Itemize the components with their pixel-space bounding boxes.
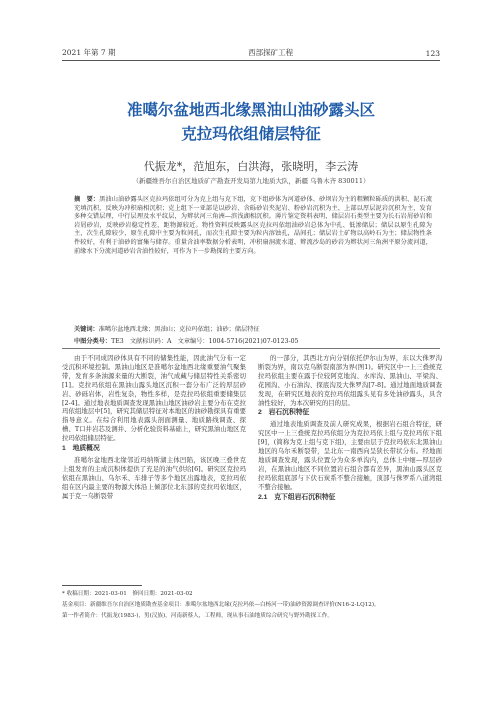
section-heading-2-1: 2.1 克下组岩石沉积特征 (258, 493, 336, 501)
footnote-fund: 基金项目：新疆维吾尔自治区地质勘查基金项目：准噶尔盆地西北缘(克拉玛依—白杨河一带)油砂资源调查评价(N16-2-LQ12)。 (62, 602, 380, 608)
keywords-text: 准噶尔盆地西北缘；黑油山；克拉玛依组；油砂；储层特征 (98, 326, 260, 333)
classification (74, 336, 432, 345)
abstract-label: 摘 要： (74, 196, 100, 203)
footnote-received: * 收稿日期：2021-03-01 修回日期：2021-03-02 (62, 591, 193, 597)
classification-label: 中图分类号： (74, 338, 112, 345)
abstract (74, 196, 432, 256)
geology-paragraph-cont: 的一部分，其西北方向分别依托伊尔山为界，东以大侏罗沟断裂为界，南以克乌断裂南部为界(图1)。研究区中一上三叠统克拉玛依组主要在露于位较阿克地沟、水库沟、黑油山、平梁沟、花园沟、小石油沟、探底沟及大侏罗沟[7-8]。通过地面地质调查发现，在研究区地表的克拉玛依组露头见有多处油砂露头，具含油性较好，为本次研究的目的层。 (258, 354, 442, 407)
body-column-right (258, 354, 442, 505)
paper-title-line-2: 克拉玛依组储层特征 (181, 126, 321, 143)
affiliation: （新疆维吾尔自治区地质矿产勘查开发局第九地质大队，新疆 乌鲁木齐 830011） (132, 177, 370, 185)
running-header (62, 44, 440, 58)
author-list: 代振龙*，范旭东，白洪海，张晓明，李云涛 (143, 160, 359, 173)
footnote-rule (62, 585, 142, 586)
intro-paragraph: 由于不同成因砂体具有不同的储集性能，因此油气分布一定受沉积环境控制。黑油山地区是准噶尔盆地西北缘重要油气聚集带，发育多条油源来量的大断裂，油气成藏与储层特性关系密切[1]。克拉玛依组在黑油山露头地区沉积一套分布广泛的厚层砂岩、砂砾岩体，岩性复杂，物性多样，是克拉玛依组重要储集层[2-4]。通过地表地质调查发现黑油山地区油砂岩主要分布在克拉玛依组地层中[5]，研究其储层特征对本地区的油砂勘探具有重要指导意义。在综合利用地表露头剖面测量、地质路线调查、探槽、T口井岩芯及测井、分析化验资料基础上，研究黑油山地区克拉玛依组储层特征。 (62, 354, 246, 443)
classification-text: TE3 文献标识码：A 文章编号：1004-5716(2021)07-0123-05 (111, 338, 299, 345)
keywords (74, 324, 432, 333)
section-heading-1: 1 地质概况 (62, 445, 100, 453)
geology-paragraph: 准噶尔盆地西北缘邻近玛纳斯湖主体凹陷，该区晚三叠世克上组发育的主成沉积体提供了充足的油气供给[6]。研究区克拉玛依组在黑油山、乌尔禾、车排子等多个地区出露地表，克拉玛依组在区内最主要的物源大体沿上倾部位北东部的克拉玛依地区，属于克一乌断裂带 (62, 455, 246, 500)
header-rule (62, 60, 440, 61)
paper-title-line-1: 准噶尔盆地西北缘黑油山油砂露头区 (126, 102, 375, 119)
abstract-text: 黑油山油砂露头区克拉玛依组可分为克上组与克下组，克下组砂体为河道砂体、砂坝岩为主的粗颗粒砾质的洪积、泥石流充填沉积，反映为冲积扇相沉积；克上组下一亚部是以砂岩、含砾砂岩夹泥岩、粉砂岩沉积为主，上部以厚层泥岩沉积为主，发育多种交错层理，中行层理及水平纹层，为辫状河三角洲—滨浅湖相沉积。薄片鉴定资料表明，储层岩石类型主要为长石岩屑砂岩和岩屑砂岩，反映砂岩稳定性差，距物源较近。物性资料反映露头区克拉玛依组油砂岩总体为中孔、低渗储层；储层以原生孔隙为主，次生孔隙较少，原生孔隙中主要为粒间孔，而次生孔隙主要为粒内溶蚀孔，晶间孔；储层岩土矿物以高岭石为主；储层物性条件较好，有利于油砂的富集与储存。重量含油率数据分析表明，冲积扇洞流水道、辫流沙岛的砂岩为辫状河三角洲平原分流河道，前缘水下分流河道砂岩含油性较好，可作为下一步勘探的主要方向。 (74, 196, 433, 255)
abstract-divider (62, 348, 440, 349)
section-heading-2: 2 岩石沉积特征 (258, 409, 310, 417)
issue-label: 2021 年第 7 期 (62, 48, 116, 57)
footnote-author: 第一作者简介：代振龙(1983-)，男(汉族)，河南新蔡人，工程师，现从事石油地质综合研究与野外勘探工作。 (62, 613, 333, 619)
body-column-left (62, 354, 246, 501)
journal-name: 西部探矿工程 (248, 48, 294, 57)
rock-paragraph: 通过地表地质调查及前人研究成果，根据岩石组合特征，研究区中一上三叠统克拉玛依组分为克拉玛依上组与克拉玛依下组[9]，(简称为克上组与克下组)，主要由层于克拉玛依东北黑油山地区的乌尔禾断裂带，呈北东一南西向呈狭长带状分布。经地面地质调查发现，露头位置分为众多单沟内，总体上中细—厚层砂岩，在黑油山地区不同位置岩石组合都有差异，黑油山露头区克拉玛依组底部与下伏石炭系不整合接触，顶部与侏罗系八道湾组不整合接触。 (258, 420, 442, 491)
keywords-label: 关键词： (74, 326, 99, 333)
page-number: 123 (425, 49, 440, 58)
